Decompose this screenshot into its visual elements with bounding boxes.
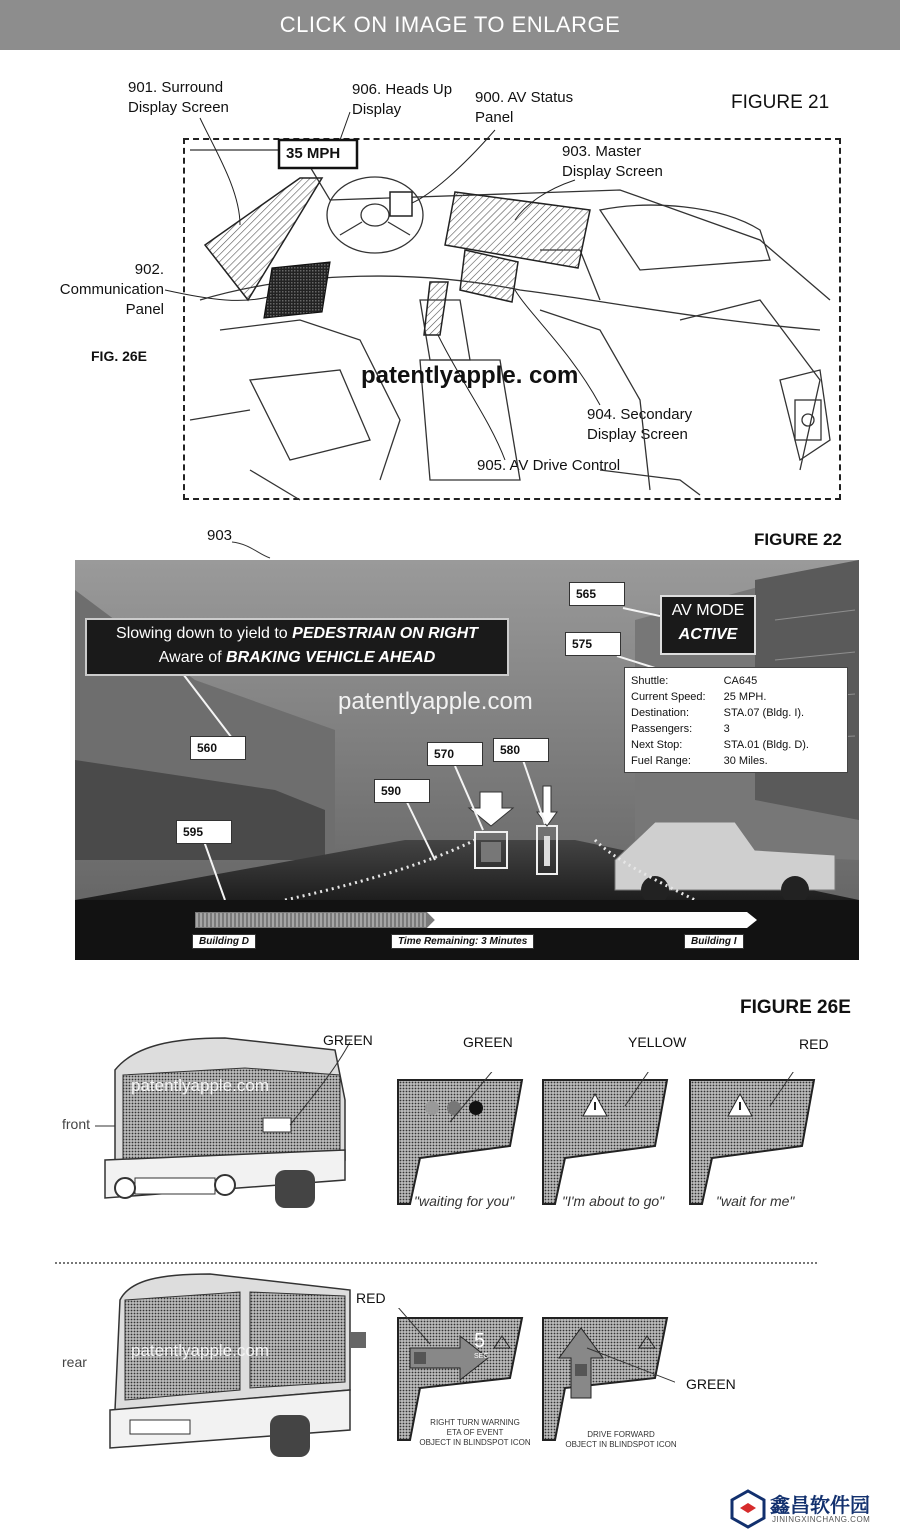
info-row	[631, 753, 813, 769]
label-905: 905. AV Drive Control	[477, 457, 621, 474]
info-row	[631, 705, 813, 721]
status-panel-yellow	[535, 1072, 675, 1212]
info-value: STA.01 (Bldg. D).	[723, 739, 809, 751]
info-row	[631, 689, 813, 705]
msg-line2-prefix: Aware of	[158, 649, 227, 666]
rear-panel-forward-caption: DRIVE FORWARD OBJECT IN BLINDSPOT ICON	[565, 1430, 677, 1449]
enlarge-banner[interactable]: CLICK ON IMAGE TO ENLARGE	[0, 0, 900, 50]
cockpit-sketch	[0, 0, 900, 520]
av-mode-line2: ACTIVE	[678, 626, 738, 643]
figure-22-ref: 903	[207, 527, 233, 544]
msg-line2-bold: BRAKING VEHICLE AHEAD	[226, 649, 436, 666]
route-progress-track	[75, 900, 859, 960]
figure-22-title: FIGURE 22	[754, 530, 842, 549]
info-key: Shuttle:	[631, 675, 669, 687]
rear-label: rear	[62, 1354, 87, 1370]
label-903: 903. Master Display Screen	[562, 143, 663, 180]
info-value: CA645	[723, 675, 758, 687]
ref-tag-570: 570	[427, 742, 483, 766]
logo-url-text: JININGXINCHANG.COM	[772, 1515, 871, 1524]
rear-shuttle-illustration	[100, 1270, 370, 1470]
label-906: 906. Heads Up Display	[352, 81, 453, 118]
msg-line1-prefix: Slowing down to yield to	[116, 625, 293, 642]
av-mode-line1: AV MODE	[671, 602, 745, 619]
info-row	[631, 721, 813, 737]
ref-leader	[230, 540, 290, 560]
hud-speed-readout: 35 MPH	[286, 145, 341, 162]
rear-watermark: patentlyapple.com	[131, 1341, 269, 1360]
front-shuttle-illustration	[95, 1030, 355, 1220]
progress-complete	[195, 912, 435, 928]
yield-message-box	[85, 618, 509, 676]
av-mode-indicator	[660, 595, 756, 655]
cube-logo-icon	[730, 1489, 766, 1529]
ref-tag-580: 580	[493, 738, 549, 762]
shuttle-info-table	[631, 673, 813, 769]
ref-tag-595: 595	[176, 820, 232, 844]
front-watermark: patentlyapple.com	[131, 1076, 269, 1095]
shuttle-info-panel	[624, 667, 848, 773]
rear-panel-green-color: GREEN	[686, 1376, 736, 1392]
rear-panel-red-color: RED	[356, 1290, 386, 1306]
label-904: 904. Secondary Display Screen	[587, 406, 693, 443]
panel-green-quote: "waiting for you"	[414, 1193, 515, 1209]
info-key: Fuel Range:	[631, 755, 691, 767]
rear-panel-turn-caption: RIGHT TURN WARNING ETA OF EVENT OBJECT IN BLINDSPOT ICON	[419, 1418, 531, 1447]
panel-yellow-quote: "I'm about to go"	[562, 1193, 665, 1209]
front-callout-color: GREEN	[323, 1032, 373, 1048]
figure-26e-title: FIGURE 26E	[740, 997, 851, 1018]
av-display-screen	[75, 560, 859, 960]
rear-panel-digit: 5	[474, 1330, 486, 1352]
ref-tag-590: 590	[374, 779, 430, 803]
status-panel-green	[390, 1072, 530, 1212]
info-key: Next Stop:	[631, 739, 683, 751]
status-panel-red	[682, 1072, 822, 1212]
info-value: STA.07 (Bldg. I).	[723, 707, 805, 719]
logo-chinese-text: 鑫昌软件园	[770, 1495, 870, 1517]
panel-red-quote: "wait for me"	[716, 1193, 795, 1209]
figure-22-watermark: patentlyapple.com	[338, 688, 533, 715]
rear-panel-drive-forward	[535, 1308, 675, 1448]
section-divider	[55, 1262, 817, 1264]
site-logo[interactable]	[730, 1487, 890, 1531]
ref-tag-560: 560	[190, 736, 246, 760]
info-row	[631, 737, 813, 753]
info-key: Current Speed:	[631, 691, 706, 703]
panel-red-color: RED	[799, 1036, 829, 1052]
ref-tag-565: 565	[569, 582, 625, 606]
route-start-label: Building D	[192, 934, 256, 949]
panel-yellow-color: YELLOW	[628, 1034, 687, 1050]
info-row	[631, 673, 813, 689]
info-key: Destination:	[631, 707, 690, 719]
panel-green-color: GREEN	[463, 1034, 513, 1050]
figure-21-watermark: patentlyapple. com	[361, 362, 579, 389]
info-key: Passengers:	[631, 723, 693, 735]
fig-26e-side-label: FIG. 26E	[91, 348, 148, 364]
route-progress-bar	[75, 900, 859, 960]
time-remaining-label: Time Remaining: 3 Minutes	[391, 934, 534, 949]
info-value: 25 MPH.	[723, 691, 767, 703]
ref-tag-575: 575	[565, 632, 621, 656]
info-value: 3	[723, 723, 730, 735]
info-value: 30 Miles.	[723, 755, 768, 767]
figure-21-title: FIGURE 21	[731, 92, 830, 113]
label-900: 900. AV Status Panel	[475, 89, 574, 126]
label-902: 902. Communication Panel	[59, 261, 164, 318]
msg-line1-bold: PEDESTRIAN ON RIGHT	[292, 625, 478, 642]
label-901: 901. Surround Display Screen	[128, 79, 229, 116]
route-end-label: Building I	[684, 934, 744, 949]
front-label: front	[62, 1116, 91, 1132]
rear-panel-unit: SEC	[474, 1353, 489, 1360]
